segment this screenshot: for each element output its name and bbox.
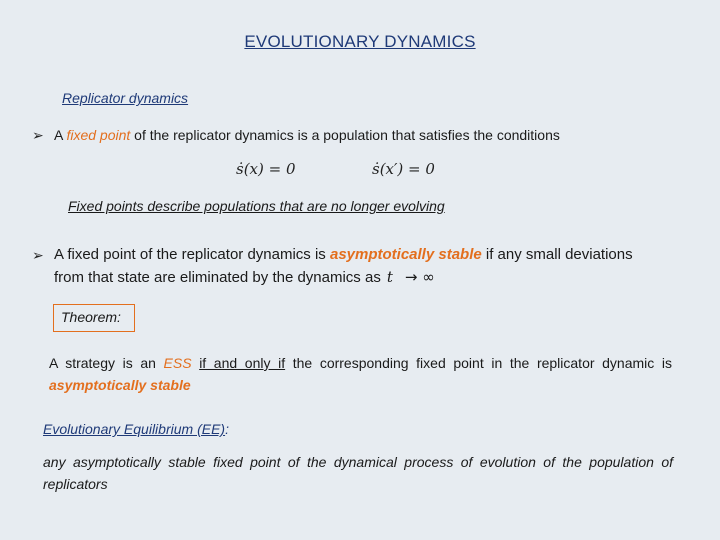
bullet2-line2-text: from that state are eliminated by the dynamics as	[54, 269, 381, 286]
iff-term: if and only if	[199, 355, 286, 371]
ee-heading	[43, 421, 229, 437]
theorem-label-box: Theorem:	[53, 304, 135, 332]
fixed-point-term: fixed point	[66, 127, 131, 143]
arrow-bullet-icon: ➢	[32, 127, 44, 143]
ee-definition: any asymptotically stable fixed point of the dynamical process of evolution of the population of replicators	[43, 454, 673, 492]
bullet-text-suffix: of the replicator dynamics is a population that satisfies the conditions	[130, 127, 560, 143]
theorem-statement	[49, 352, 672, 396]
equation-s-x: ṡ(x) = 0	[236, 160, 296, 178]
fixed-points-note: Fixed points describe populations that are no longer evolving	[68, 198, 445, 214]
bullet-text	[54, 124, 560, 146]
stable-term: asymptotically stable	[49, 377, 191, 393]
ee-heading-colon: :	[225, 421, 229, 437]
ess-term: ESS	[163, 355, 192, 371]
equation-s-x-prime: ṡ(x′) = 0	[372, 160, 435, 178]
bullet-text-prefix: A	[54, 127, 67, 143]
asymptotically-stable-term: asymptotically stable	[329, 246, 482, 263]
arrow-bullet-icon: ➢	[32, 247, 44, 263]
t-symbol: t	[386, 268, 393, 286]
slide-title: EVOLUTIONARY DYNAMICS	[244, 32, 476, 51]
bullet2-line1	[54, 244, 633, 266]
section-subtitle: Replicator dynamics	[62, 90, 189, 106]
bullet2-suffix: if any small deviations	[481, 246, 633, 263]
bullet2-prefix: A fixed point of the replicator dynamics is	[54, 246, 330, 263]
ee-heading-text: Evolutionary Equilibrium (EE)	[43, 421, 226, 437]
arrow-infinity: → ∞	[404, 268, 435, 286]
theorem-part1: A strategy is an	[49, 355, 164, 371]
bullet2-line2	[54, 266, 435, 289]
theorem-part3: the corresponding fixed point in the replicator dynamic is	[285, 355, 673, 371]
